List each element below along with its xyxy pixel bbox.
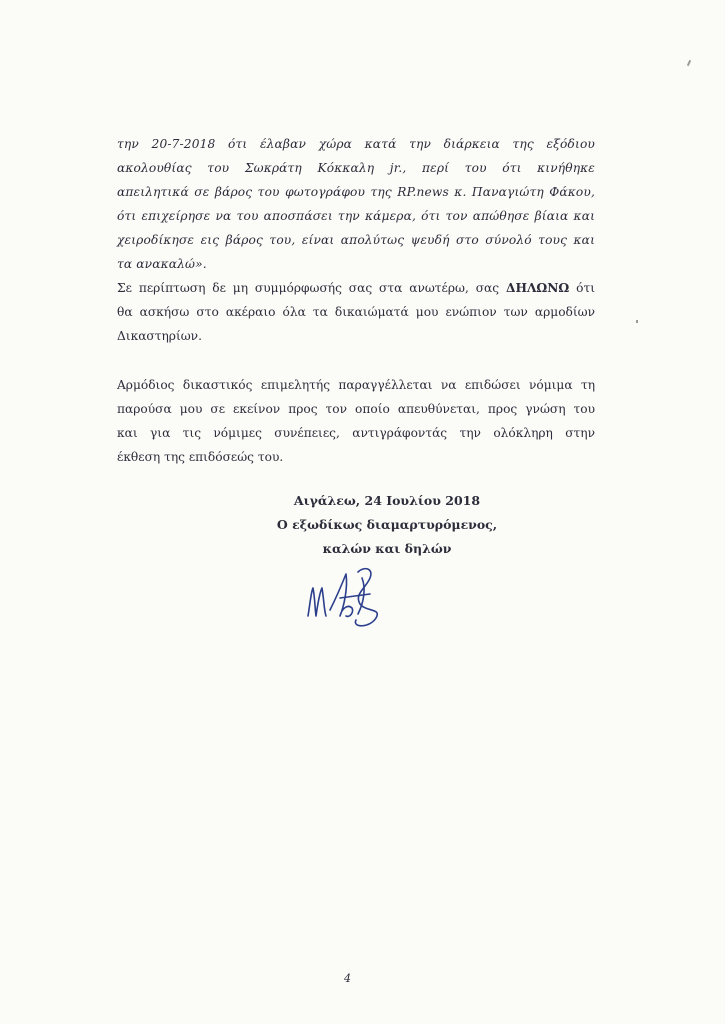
text-line: Δικαστηρίων. xyxy=(117,329,202,343)
text-segment: ότι xyxy=(576,281,596,295)
page-number: 4 xyxy=(344,972,351,985)
closing-phrase: καλών και δηλών xyxy=(322,541,452,556)
text-line: τα ανακαλώ». xyxy=(117,257,207,271)
paragraph-noncompliance xyxy=(117,276,595,348)
text-line xyxy=(117,276,595,300)
text-line: Αρμόδιος δικαστικός επιμελητής παραγγέλλεται να επιδώσει νόμιμα τη xyxy=(117,378,595,392)
emphasis-declare: ΔΗΛΩΝΩ xyxy=(506,281,570,295)
scan-speck xyxy=(636,320,638,323)
text-line: παρούσα μου σε εκείνον προς τον οποίο απευθύνεται, προς γνώση του xyxy=(117,402,595,416)
paragraph-bailiff xyxy=(117,373,595,469)
place-date: Αιγάλεω, 24 Ιουλίου 2018 xyxy=(293,493,481,508)
text-line: την 20-7-2018 ότι έλαβαν χώρα κατά την διάρκεια της εξόδιου xyxy=(117,137,595,151)
text-line: ότι επιχείρησε να του αποσπάσει την κάμερα, ότι τον απώθησε βίαια και xyxy=(117,209,595,223)
text-line: χειροδίκησε εις βάρος του, είναι απολύτως ψευδή στο σύνολό τους και xyxy=(117,233,595,247)
handwritten-signature xyxy=(300,558,410,638)
closing-block xyxy=(212,489,562,561)
text-line: έκθεση της επιδόσεώς του. xyxy=(117,450,284,464)
text-segment: Σε περίπτωση δε μη συμμόρφωσής σας στα ανωτέρω, σας xyxy=(117,281,500,295)
text-line: ακολουθίας του Σωκράτη Κόκκαλη jr., περί του ότι κινήθηκε xyxy=(117,161,595,175)
paragraph-statement xyxy=(117,132,595,276)
text-line: θα ασκήσω στο ακέραιο όλα τα δικαιώματά μου ενώπιον των αρμοδίων xyxy=(117,305,595,319)
text-line: και για τις νόμιμες συνέπειες, αντιγράφοντάς την ολόκληρη στην xyxy=(117,426,595,440)
scan-speck xyxy=(687,60,691,66)
signatory-role: Ο εξωδίκως διαμαρτυρόμενος, xyxy=(276,517,498,532)
text-line: απειλητικά σε βάρος του φωτογράφου της RP.news κ. Παναγιώτη Φάκου, xyxy=(117,185,595,199)
